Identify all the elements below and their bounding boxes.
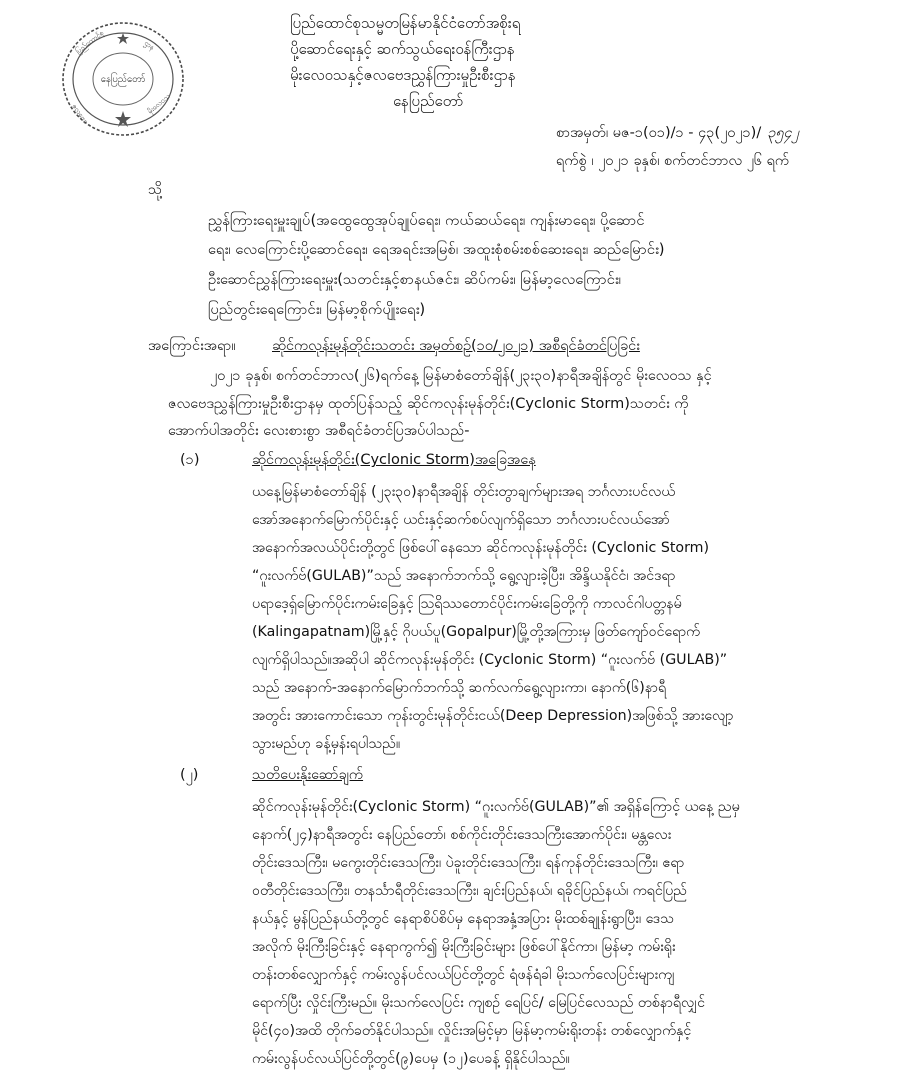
addressee-line-1: ညွှန်ကြားရေးမှူးချုပ်(အထွေထွေအုပ်ချုပ်ရေး၊ ကယ်ဆယ်ရေး၊ ကျန်းမာရေး၊ ပို့ဆောင် <box>208 212 645 229</box>
subject-label: အကြောင်းအရာ။ <box>148 338 236 354</box>
section-1-line: (Kalingapatnam)မြို့နှင့် ဂိုပယ်ပူ(Gopalpur)မြို့တို့အကြားမှ ဖြတ်ကျော်ဝင်ရောက် <box>252 624 701 640</box>
ministry-name-line: ပို့ဆောင်ရေးနှင့် ဆက်သွယ်ရေးဝန်ကြီးဌာန <box>290 40 515 58</box>
stamp-center-text: နေပြည်တော် <box>100 74 146 85</box>
reference-number <box>556 124 799 145</box>
subject-line <box>148 337 640 358</box>
svg-text:ဇလဗေဒ: ဇလဗေဒ <box>70 102 90 126</box>
section-2-number: (၂) <box>180 767 199 783</box>
ministry-government-line: ပြည်ထောင်စုသမ္မတမြန်မာနိုင်ငံတော်အစိုးရ <box>290 14 521 32</box>
section-2-line: တိုင်းဒေသကြီး၊ မကွေးတိုင်းဒေသကြီး၊ ပဲခူးတိုင်းဒေသကြီး၊ ရန်ကုန်တိုင်းဒေသကြီး၊ ဧရာ <box>252 855 685 871</box>
section-2-line: နယ်နှင့် မွန်ပြည်နယ်တို့တွင် နေရာစိပ်စိပ်မှ နေရာအနှံ့အပြား မိုးထစ်ချုန်းရွာပြီး၊ ဒေသ <box>252 911 674 927</box>
intro-line-3: အောက်ပါအတိုင်း လေးစားစွာ အစီရင်ခံတင်ပြအပ်ပါသည်- <box>168 423 470 439</box>
section-1-line: အတွင်း အားကောင်းသော ကုန်းတွင်းမုန်တိုင်းငယ်(Deep Depression)အဖြစ်သို့ အားလျော့ <box>252 708 734 724</box>
section-1-line: ပရာဒေ့ရှ်မြောက်ပိုင်းကမ်းခြေနှင့် ဩရိဿတောင်ပိုင်းကမ်းခြေတို့ကို ကာလင်ဂါပတ္တနမ် <box>252 596 682 612</box>
section-2-line: ဝတီတိုင်းဒေသကြီး၊ တနင်္သာရီတိုင်းဒေသကြီး၊ ချင်းပြည်နယ်၊ ရခိုင်ပြည်နယ်၊ ကရင်ပြည် <box>252 883 687 899</box>
subject-text: ဆိုင်ကလုန်းမုန်တိုင်းသတင်း အမှတ်စဉ်(၁၀/၂၀၂၁) အစီရင်ခံတင်ပြခြင်း <box>272 338 640 354</box>
section-2-line: အလိုက် မိုးကြီးခြင်းနှင့် နေရာကွက်၍ မိုးကြီးခြင်းများ ဖြစ်ပေါ်နိုင်ကာ၊ မြန်မာ့ ကမ်းရိုး <box>252 939 676 955</box>
department-name-line: မိုးလေဝသနှင့်ဇလဗေဒညွှန်ကြားမှုဦးစီးဌာန <box>290 66 516 84</box>
section-1-number: (၁) <box>180 452 200 468</box>
section-1-title: ဆိုင်ကလုန်းမုန်တိုင်း(Cyclonic Storm)အခြေအနေ <box>252 452 536 468</box>
svg-text:ပြည်ထောင်စု: ပြည်ထောင်စု <box>74 28 106 56</box>
section-1-line: “ဂူးလက်ဗ်(GULAB)”သည် အနောက်ဘက်သို့ ရွေ့လျားခဲ့ပြီး၊ အိန္ဒိယနိုင်ငံ၊ အင်ဒရာ <box>252 568 676 584</box>
section-2-line: တန်းတစ်လျှောက်နှင့် ကမ်းလွန်ပင်လယ်ပြင်တို့တွင် ရံဖန်ရံခါ မိုးသက်လေပြင်းများကျ <box>252 967 675 983</box>
section-1-line: လျက်ရှိပါသည်။အဆိုပါ ဆိုင်ကလုန်းမုန်တိုင်း (Cyclonic Storm) “ဂူးလက်ဗ် (GULAB)” <box>252 652 728 668</box>
svg-text:ဌာန: ဌာန <box>142 39 156 52</box>
addressee-line-3: ဦးဆောင်ညွှန်ကြားရေးမှူး(သတင်းနှင့်စာနယ်ဇင်း၊ ဆိပ်ကမ်း၊ မြန်မာ့လေကြောင်း၊ <box>208 271 622 288</box>
section-2-title: သတိပေးနိုးဆော်ချက် <box>252 767 364 783</box>
to-label: သို့ <box>148 182 163 198</box>
section-1-line: သွားမည်ဟု ခန့်မှန်းရပါသည်။ <box>252 736 401 752</box>
svg-text:မိုးလေဝသ: မိုးလေဝသ <box>146 92 172 116</box>
section-2-line: ကမ်းလွန်ပင်လယ်ပြင်တို့တွင်(၉)ပေမှ (၁၂)ပေခန့် ရှိနိုင်ပါသည်။ <box>252 1051 570 1067</box>
section-1-line: အော်အနောက်မြောက်ပိုင်းနှင့် ယင်းနှင့်ဆက်စပ်လျက်ရှိသော ဘင်္ဂလားပင်လယ်အော် <box>252 512 670 528</box>
section-1-line: ယနေ့မြန်မာစံတော်ချိန် (၂၃း၃၀)နာရီအချိန် တိုင်းတွာချက်များအရ ဘင်္ဂလားပင်လယ် <box>252 484 676 500</box>
section-2-line: မိုင်(၄၀)အထိ တိုက်ခတ်နိုင်ပါသည်။ လှိုင်းအမြင့်မှာ မြန်မာ့ကမ်းရိုးတန်း တစ်လျှောက်နှင့် <box>252 1023 692 1039</box>
addressee-line-4: ပြည်တွင်းရေကြောင်း၊ မြန်မာ့စိုက်ပျိုးရေး) <box>208 301 426 318</box>
addressee-line-2: ရေး၊ လေကြောင်းပို့ဆောင်ရေး၊ ရေအရင်းအမြစ်၊ အထူးစုံစမ်းစစ်ဆေးရေး၊ ဆည်မြောင်း) <box>208 241 665 258</box>
city-line: နေပြည်တော် <box>393 92 464 110</box>
section-1-line: သည် အနောက်-အနောက်မြောက်ဘက်သို့ ဆက်လက်ရွေ့လျားကာ၊ နောက်(၆)နာရီ <box>252 680 667 696</box>
section-2-line: နောက်(၂၄)နာရီအတွင်း နေပြည်တော်၊ စစ်ကိုင်းတိုင်းဒေသကြီးအောက်ပိုင်း၊ မန္တလေး <box>252 827 672 843</box>
intro-line-1: ၂၀၂၁ ခုနှစ်၊ စက်တင်ဘာလ(၂၆)ရက်နေ့ မြန်မာစံတော်ချိန်(၂၃း၃၀)နာရီအချိန်တွင် မိုးလေဝသ နှင့် <box>210 368 712 384</box>
official-seal-icon <box>58 18 188 140</box>
letter-date: ရက်စွဲ ၊ ၂၀၂၁ ခုနှစ်၊ စက်တင်ဘာလ ၂၆ ရက် <box>556 153 790 169</box>
handwritten-number: ၃၅၄၂ <box>767 125 799 141</box>
reference-label: စာအမှတ်၊ မဇ-၁(၀၁)/၁ - ၄၃(၂၀၂၁)/ <box>556 125 762 141</box>
section-2-line: ရောက်ပြီး လှိုင်းကြီးမည်။ မိုးသက်လေပြင်း ကျစဉ် ရေပြင်/ မြေပြင်လေသည် တစ်နာရီလျှင် <box>252 995 706 1011</box>
intro-line-2: ဇလဗေဒညွှန်ကြားမှုဦးစီးဌာနမှ ထုတ်ပြန်သည့် ဆိုင်ကလုန်းမုန်တိုင်း(Cyclonic Storm)သတင်း ကို <box>168 396 689 412</box>
section-2-line: ဆိုင်ကလုန်းမုန်တိုင်း(Cyclonic Storm) “ဂူးလက်ဗ်(GULAB)”၏ အရှိန်ကြောင့် ယနေ့ ညမှ <box>252 799 740 815</box>
section-1-line: အနောက်အလယ်ပိုင်းတို့တွင် ဖြစ်ပေါ်နေသော ဆိုင်ကလုန်းမုန်တိုင်း (Cyclonic Storm) <box>252 540 710 556</box>
